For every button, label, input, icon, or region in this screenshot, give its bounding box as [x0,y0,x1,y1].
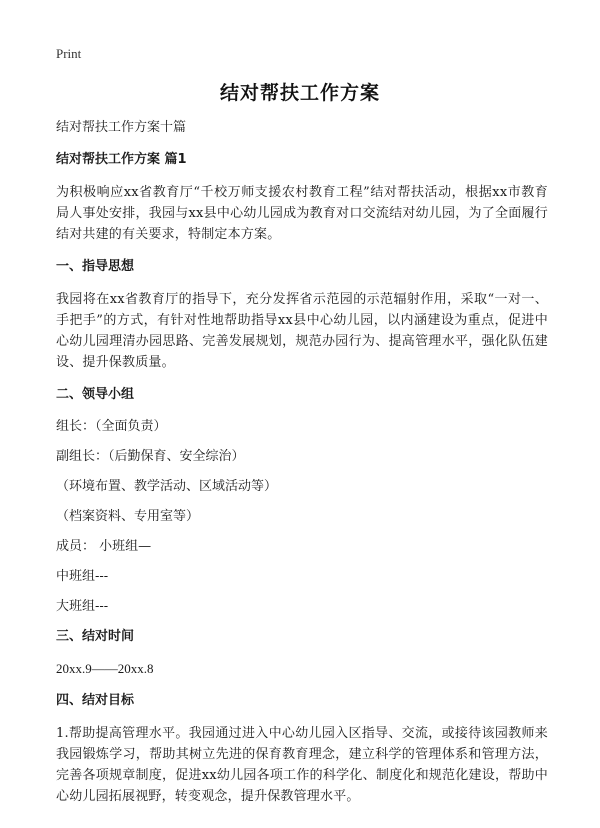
document-subtitle: 结对帮扶工作方案十篇 [56,120,187,135]
page-title: 结对帮扶工作方案 [219,82,380,104]
leadership-line-environment: （环境布置、教学活动、区域活动等） [56,479,278,494]
leadership-line-middle-class: 中班组--- [56,569,109,584]
leadership-line-leader: 组长：（全面负责） [56,419,167,434]
section-heading-pairing-time: 三、结对时间 [56,629,135,644]
section-heading-leadership-group: 二、领导小组 [56,387,135,402]
leadership-line-archives: （档案资料、专用室等） [56,509,200,524]
section-heading-guiding-ideology: 一、指导思想 [56,259,135,274]
section-paragraph-guiding-ideology: 我园将在xx省教育厅的指导下，充分发挥省示范园的示范辐射作用，采取“一对一、手把手”的方式，有针对性地帮助指导xx县中心幼儿园，以内涵建设为重点，促进中心幼儿园理清办园思路、完善发展规划，规范办园行为、提高管理水平，强化队伍建设、提升保教质量。 [56,292,548,370]
section-heading-pairing-goals: 四、结对目标 [56,693,135,708]
pairing-time-range: 20xx.9——20xx.8 [56,661,154,676]
intro-paragraph: 为积极响应xx省教育厅“千校万师支援农村教育工程”结对帮扶活动，根据xx市教育局人事处安排，我园与xx县中心幼儿园成为教育对口交流结对幼儿园，为了全面履行结对共建的有关要求，特制定本方案。 [56,185,548,242]
leadership-line-deputy: 副组长：（后勤保育、安全综治） [56,449,245,464]
section-paragraph-pairing-goals: 1.帮助提高管理水平。我园通过进入中心幼儿园入区指导、交流，或接待该园教师来我园锻炼学习，帮助其树立先进的保育教育理念，建立科学的管理体系和管理方法，完善各项规章制度，促进xx幼儿园各项工作的科学化、制度化和规范化建设，帮助中心幼儿园拓展视野，转变观念，提升保教管理水平。 [56,726,548,804]
document-body [56,118,548,819]
article-heading: 结对帮扶工作方案 篇1 [56,152,187,167]
leadership-line-members-small: 成员： 小班组— [56,539,152,554]
print-link[interactable]: Print [56,46,82,61]
leadership-line-senior-class: 大班组--- [56,599,109,614]
